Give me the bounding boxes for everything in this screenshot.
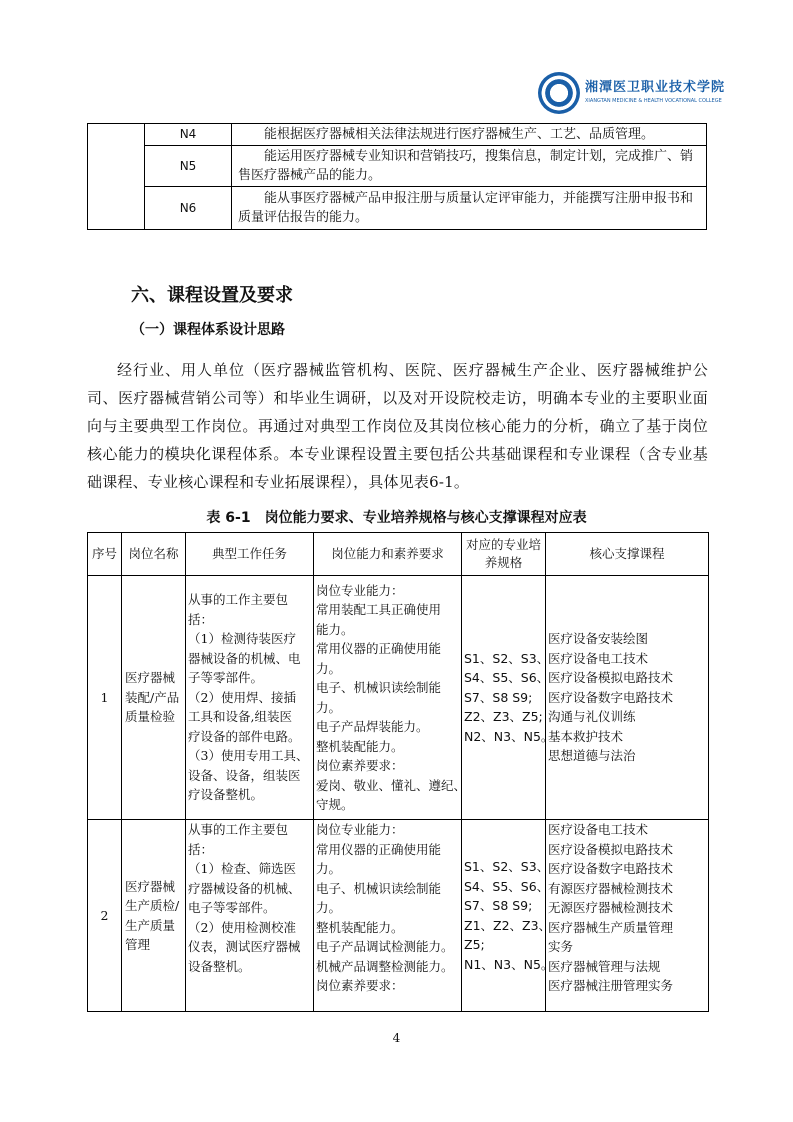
table-caption: 表 6-1 岗位能力要求、专业培养规格与核心支撑课程对应表 [206,510,587,526]
task-line: （1）检测待装医疗 [188,631,296,647]
ability-line: 力。 [316,699,342,715]
ability-code: N6 [145,187,232,230]
ability-description: 能从事医疗器械产品申报注册与质量认定评审能力，并能撰写注册申报书和质量评估报告的能力。 [232,187,707,230]
spec-list [462,820,554,1012]
ability-line: 岗位素养要求： [316,978,404,993]
ability-line: 电子、机械识读绘制能 [316,680,442,695]
header-task: 典型工作任务 [186,533,314,576]
table-row [88,187,707,230]
header-post: 岗位名称 [122,533,186,576]
ability-line: 岗位专业能力： [316,582,404,598]
task-list [186,820,314,1012]
task-line: 从事的工作主要包 [188,822,289,837]
ability-continuation-table [87,123,707,230]
spec-line: S7、S8 S9; [464,689,533,705]
ability-line: 力。 [316,660,342,676]
ability-line: 守规。 [316,797,354,812]
task-line: 括： [188,611,214,627]
spec-line: S4、S5、S6、 [464,670,550,686]
ability-line: 力。 [316,861,342,876]
course-line: 医疗设备模拟电路技术 [548,670,674,686]
ability-code: N5 [145,146,232,187]
spec-list [462,576,554,820]
task-line: 器械设备的机械、电 [188,650,301,666]
task-line: 从事的工作主要包 [188,592,289,608]
ability-line: 电子产品焊装能力。 [316,719,429,734]
post-name: 医疗器械装配/产品质量检验 [122,576,186,820]
task-line: 疗设备整机。 [188,787,264,803]
header-course: 核心支撑课程 [546,533,709,576]
ability-line: 力。 [316,900,342,915]
course-list [546,820,709,1012]
subsection-heading: （一）课程体系设计思路 [131,322,285,338]
ability-line: 整机装配能力。 [316,919,404,935]
course-line: 医疗设备模拟电路技术 [548,841,674,857]
ability-line: 常用仪器的正确使用能 [316,641,442,656]
course-line: 医疗设备电工技术 [548,650,649,666]
ability-line: 岗位专业能力： [316,822,404,837]
task-line: 疗器械设备的机械、 [188,880,301,896]
task-list [186,576,314,820]
course-mapping-table [87,532,709,1012]
header-logo [538,72,726,116]
task-line: 设备、设备，组装医 [188,767,301,783]
course-line: 无源医疗器械检测技术 [548,900,674,915]
course-line: 医疗器械生产质量管理 [548,919,674,935]
spec-line: Z2、Z3、Z5; [464,709,543,725]
header-no: 序号 [88,533,122,576]
table-row [88,146,707,187]
header-ability: 岗位能力和素养要求 [314,533,462,576]
table-row [88,124,707,146]
table-row [88,820,709,1012]
course-line: 有源医疗器械检测技术 [548,880,674,896]
course-line: 医疗器械注册管理实务 [548,978,674,993]
ability-line: 爱岗、敬业、懂礼、遵纪、 [316,777,467,793]
school-seal-icon [538,72,580,114]
ability-line: 岗位素养要求： [316,758,404,773]
task-line: 括： [188,841,214,857]
spec-line: N2、N3、N5。 [464,728,554,744]
task-line: （2）使用焊、接插 [188,689,296,705]
course-line: 思想道德与法治 [548,748,636,764]
course-line: 基本救护技术 [548,728,624,744]
ability-line: 电子、机械识读绘制能 [316,880,442,896]
course-line: 医疗设备数字电路技术 [548,689,674,705]
page-number: 4 [392,1031,401,1045]
ability-line: 整机装配能力。 [316,738,404,754]
course-line: 医疗设备数字电路技术 [548,861,674,876]
ability-description: 能根据医疗器械相关法律法规进行医疗器械生产、工艺、品质管理。 [232,124,707,146]
row-number: 1 [88,576,122,820]
header-spec: 对应的专业培养规格 [462,533,546,576]
ability-line: 能力。 [316,621,354,637]
spec-line: S1、S2、S3、 [464,650,550,666]
task-line: （1）检查、筛选医 [188,861,296,876]
course-list [546,576,709,820]
ability-list [314,576,467,820]
school-name: 湘潭医卫职业技术学院 [585,80,726,95]
course-line: 沟通与礼仪训练 [548,709,636,725]
ability-line: 电子产品调试检测能力。 [316,939,454,954]
task-line: 设备整机。 [188,958,251,974]
task-line: 工具和设备,组装医 [188,709,292,725]
merged-category-cell [88,124,145,230]
course-line: 医疗器械管理与法规 [548,958,661,974]
task-line: （3）使用专用工具、 [188,748,309,764]
task-line: 子等零部件。 [188,670,264,686]
row-number: 2 [88,820,122,1012]
ability-line: 机械产品调整检测能力。 [316,958,454,974]
table-header-row [88,533,709,576]
ability-line: 常用仪器的正确使用能 [316,841,442,857]
table-row [88,576,709,820]
task-line: 电子等零部件。 [188,900,276,915]
course-line: 医疗设备电工技术 [548,822,649,837]
ability-line: 常用装配工具正确使用 [316,602,442,617]
spec-line: Z5; [464,937,485,952]
section-heading: 六、课程设置及要求 [131,285,293,306]
post-name: 医疗器械生产质检/生产质量管理 [122,820,186,1012]
spec-line: S7、S8 S9; [464,898,533,913]
ability-list [314,820,462,1012]
spec-line: Z1、Z2、Z3、 [464,917,552,933]
task-line: 疗设备的部件电路。 [188,728,301,744]
school-name-english: XIANGTAN MEDICINE & HEALTH VOCATIONAL COLLEGE [585,98,722,104]
task-line: （2）使用检测校准 [188,919,296,935]
course-line: 实务 [548,939,574,954]
task-line: 仪表，测试医疗器械 [188,939,301,954]
body-paragraph: 经行业、用人单位（医疗器械监管机构、医院、医疗器械生产企业、医疗器械维护公司、医疗器械营销公司等）和毕业生调研，以及对开设院校走访，明确本专业的主要职业面向与主要典型工作岗位。再通过对典型工作岗位及其岗位核心能力的分析，确立了基于岗位核心能力的模块化课程体系。本专业课程设置主要包括公共基础课程和专业课程（含专业基础课程、专业核心课程和专业拓展课程），具体见表6-1。 [87,361,708,491]
ability-description: 能运用医疗器械专业知识和营销技巧，搜集信息，制定计划，完成推广、销售医疗器械产品的能力。 [232,146,707,187]
course-line: 医疗设备安装绘图 [548,631,649,647]
spec-line: S4、S5、S6、 [464,878,550,894]
spec-line: N1、N3、N5。 [464,956,554,972]
ability-code: N4 [145,124,232,146]
spec-line: S1、S2、S3、 [464,859,550,874]
